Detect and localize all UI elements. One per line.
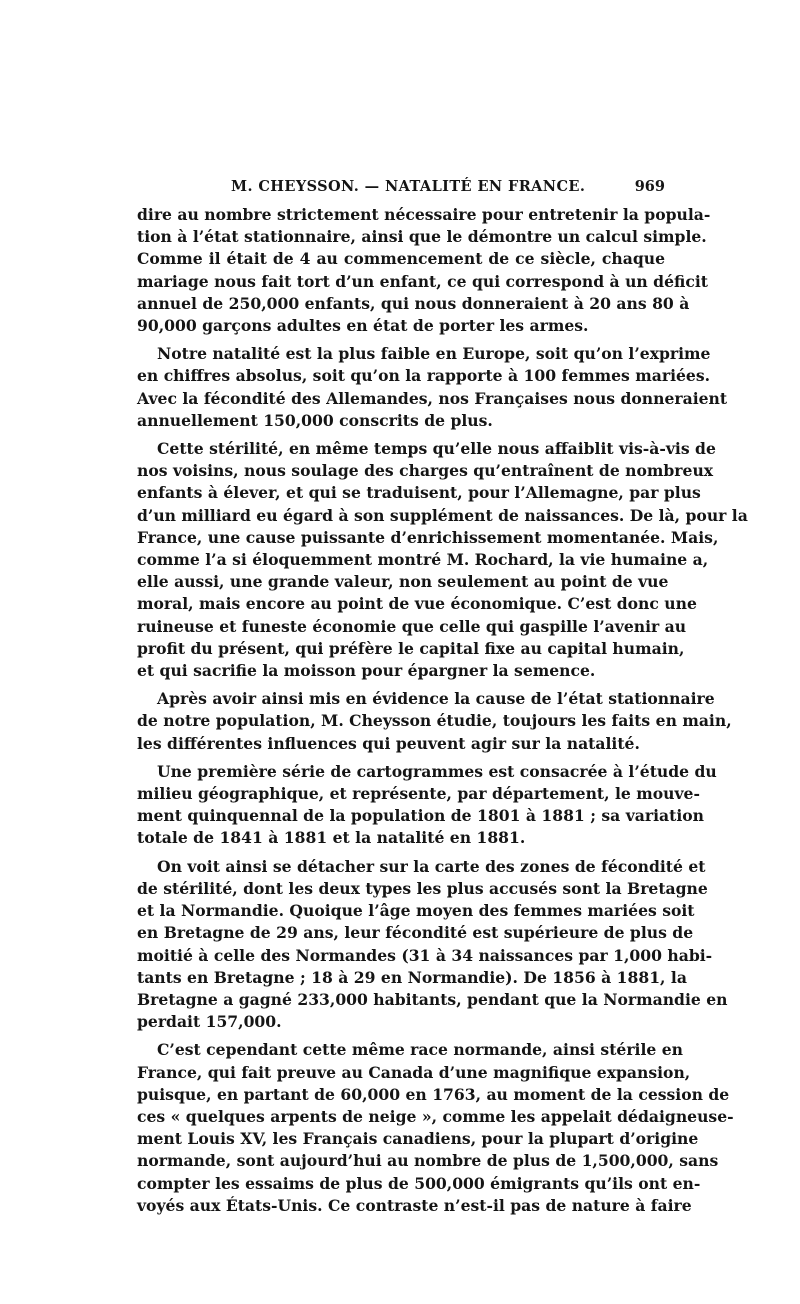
text-line: et qui sacrifie la moisson pour épargner la semence. [137, 661, 596, 681]
text-line: de notre population, M. Cheysson étudie, toujours les faits en main, [137, 711, 732, 731]
text-line: comme l’a si éloquemment montré M. Rochard, la vie humaine a, [137, 550, 709, 570]
text-line: nos voisins, nous soulage des charges qu’entraînent de nombreux [137, 461, 714, 481]
text-line: elle aussi, une grande valeur, non seulement au point de vue [137, 572, 669, 592]
text-line: de stérilité, dont les deux types les plus accusés sont la Bretagne [137, 878, 708, 898]
paragraph [137, 1039, 734, 1217]
text-line: compter les essaims de plus de 500,000 émigrants qu’ils ont en- [137, 1173, 701, 1193]
text-line: enfants à élever, et qui se traduisent, pour l’Allemagne, par plus [137, 483, 701, 503]
text-line: France, une cause puissante d’enrichissement momentanée. Mais, [137, 527, 719, 547]
page-header [137, 176, 665, 202]
paragraph [137, 688, 732, 755]
text-line: en Bretagne de 29 ans, leur fécondité est supérieure de plus de [137, 923, 694, 943]
text-line: dire au nombre strictement nécessaire pour entretenir la popula- [137, 205, 711, 224]
text-line: tion à l’état stationnaire, ainsi que le démontre un calcul simple. [137, 227, 707, 247]
text-line: France, qui fait preuve au Canada d’une magnifique expansion, [137, 1062, 691, 1082]
text-line: Comme il était de 4 au commencement de ce siècle, chaque [137, 249, 665, 269]
document-page [137, 176, 748, 1223]
paragraph [137, 856, 728, 1034]
paragraph [137, 343, 728, 432]
text-line: voyés aux États-Unis. Ce contraste n’est-il pas de nature à faire [137, 1195, 692, 1215]
text-line: ment quinquennal de la population de 1801 à 1881 ; sa variation [137, 806, 704, 826]
text-line: On voit ainsi se détacher sur la carte des zones de fécondité et [157, 856, 706, 876]
paragraph [137, 204, 711, 337]
text-line: perdait 157,000. [137, 1012, 282, 1032]
text-line: ces « quelques arpents de neige », comme les appelait dédaigneuse- [137, 1106, 734, 1126]
text-line: Après avoir ainsi mis en évidence la cause de l’état stationnaire [157, 689, 715, 709]
text-line: ruineuse et funeste économie que celle qui gaspille l’avenir au [137, 616, 687, 636]
text-line: puisque, en partant de 60,000 en 1763, au moment de la cession de [137, 1084, 730, 1104]
running-head: M. CHEYSSON. — NATALITÉ EN FRANCE. [231, 178, 586, 195]
text-line: mariage nous fait tort d’un enfant, ce qui correspond à un déficit [137, 271, 708, 291]
text-line: les différentes influences qui peuvent agir sur la natalité. [137, 733, 640, 753]
text-line: Avec la fécondité des Allemandes, nos Françaises nous donneraient [137, 388, 728, 408]
text-line: profit du présent, qui préfère le capital fixe au capital humain, [137, 638, 685, 658]
text-line: tants en Bretagne ; 18 à 29 en Normandie). De 1856 à 1881, la [137, 967, 687, 987]
text-line: d’un milliard eu égard à son supplément de naissances. De là, pour la [137, 505, 748, 525]
text-line: moral, mais encore au point de vue économique. C’est donc une [137, 594, 697, 614]
text-line: en chiffres absolus, soit qu’on la rapporte à 100 femmes mariées. [137, 366, 711, 386]
text-line: annuellement 150,000 conscrits de plus. [137, 410, 493, 430]
text-line: Bretagne a gagné 233,000 habitants, pendant que la Normandie en [137, 989, 728, 1009]
page-number: 969 [634, 178, 665, 195]
paragraph [137, 761, 717, 850]
text-line: moitié à celle des Normandes (31 à 34 naissances par 1,000 habi- [137, 945, 713, 965]
text-line: ment Louis XV, les Français canadiens, pour la plupart d’origine [137, 1129, 699, 1149]
text-line: Notre natalité est la plus faible en Europe, soit qu’on l’exprime [157, 344, 711, 364]
text-line: milieu géographique, et représente, par département, le mouve- [137, 784, 700, 804]
text-line: Une première série de cartogrammes est consacrée à l’étude du [157, 761, 717, 781]
body-text [137, 204, 748, 1217]
text-line: normande, sont aujourd’hui au nombre de plus de 1,500,000, sans [137, 1151, 719, 1171]
text-line: 90,000 garçons adultes en état de porter les armes. [137, 316, 589, 336]
paragraph [137, 438, 748, 682]
text-line: Cette stérilité, en même temps qu’elle nous affaiblit vis-à-vis de [157, 439, 716, 459]
text-line: et la Normandie. Quoique l’âge moyen des femmes mariées soit [137, 901, 695, 921]
text-line: C’est cependant cette même race normande, ainsi stérile en [157, 1040, 683, 1060]
text-line: annuel de 250,000 enfants, qui nous donneraient à 20 ans 80 à [137, 293, 690, 313]
text-line: totale de 1841 à 1881 et la natalité en 1881. [137, 828, 526, 848]
